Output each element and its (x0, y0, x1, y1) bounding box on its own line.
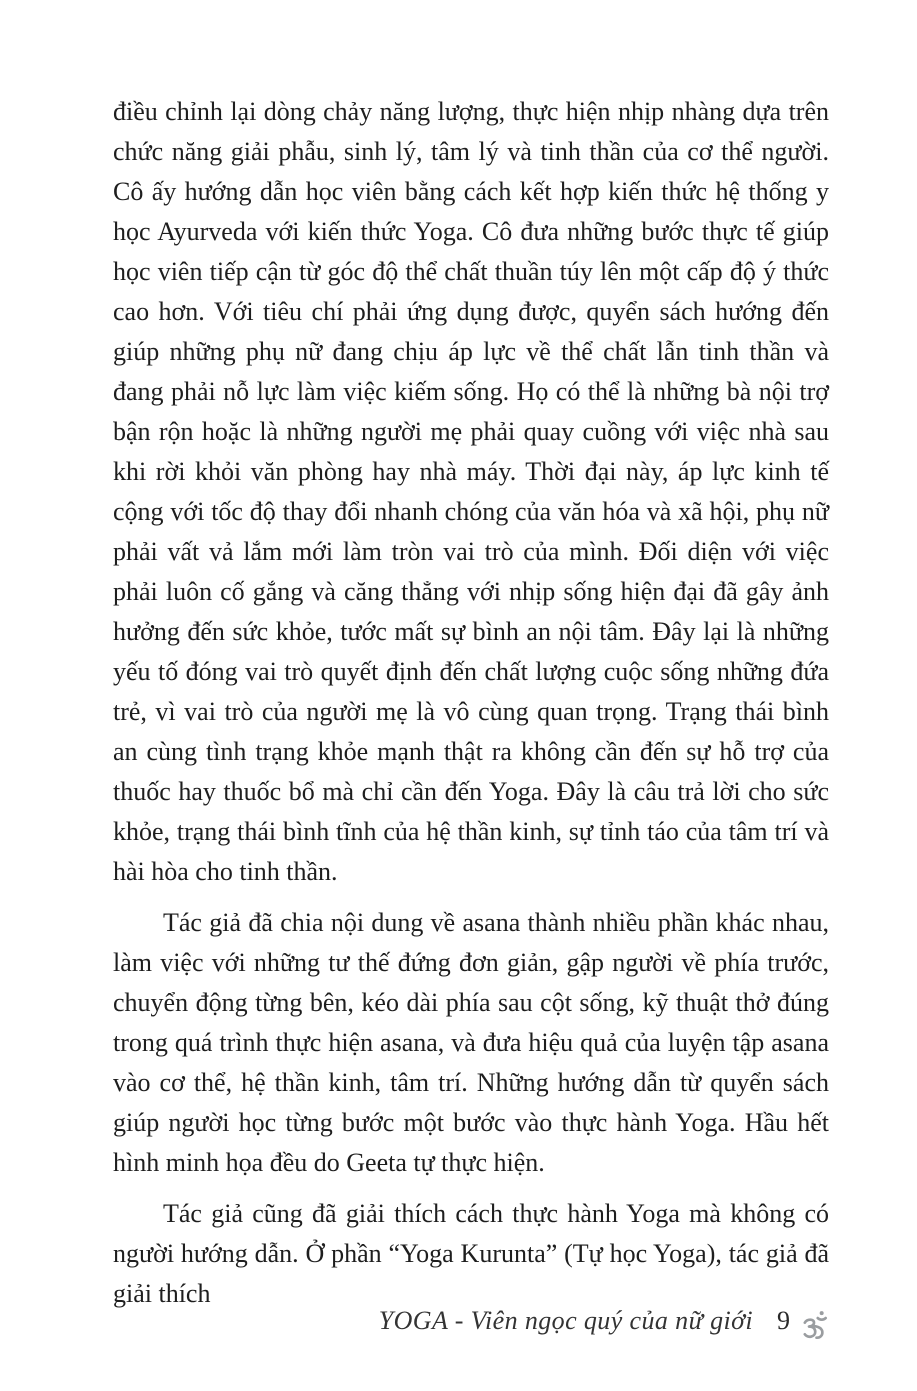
paragraph: điều chỉnh lại dòng chảy năng lượng, thực hiện nhịp nhàng dựa trên chức năng giải phẫu, sinh lý, tâm lý và tinh thần của cơ thể người. Cô ấy hướng dẫn học viên bằng cách kết hợp kiến thức hệ thống y học Ayurveda với kiến thức Yoga. Cô đưa những bước thực tế giúp học viên tiếp cận từ góc độ thể chất thuần túy lên một cấp độ ý thức cao hơn. Với tiêu chí phải ứng dụng được, quyển sách hướng đến giúp những phụ nữ đang chịu áp lực về thể chất lẫn tinh thần và đang phải nỗ lực làm việc kiếm sống. Họ có thể là những bà nội trợ bận rộn hoặc là những người mẹ phải quay cuồng với việc nhà sau khi rời khỏi văn phòng hay nhà máy. Thời đại này, áp lực kinh tế cộng với tốc độ thay đổi nhanh chóng của văn hóa và xã hội, phụ nữ phải vất vả lắm mới làm tròn vai trò của mình. Đối diện với việc phải luôn cố gắng và căng thẳng với nhịp sống hiện đại đã gây ảnh hưởng đến sức khỏe, tước mất sự bình an nội tâm. Đây lại là những yếu tố đóng vai trò quyết định đến chất lượng cuộc sống những đứa trẻ, vì vai trò của người mẹ là vô cùng quan trọng. Trạng thái bình an cùng tình trạng khỏe mạnh thật ra không cần đến sự hỗ trợ của thuốc hay thuốc bổ mà chỉ cần đến Yoga. Đây là câu trả lời cho sức khỏe, trạng thái bình tĩnh của hệ thần kinh, sự tỉnh táo của tâm trí và hài hòa cho tinh thần. (113, 97, 829, 886)
paragraph: Tác giả đã chia nội dung về asana thành nhiều phần khác nhau, làm việc với những tư thế đứng đơn giản, gập người về phía trước, chuyển động từng bên, kéo dài phía sau cột sống, kỹ thuật thở đúng trong quá trình thực hiện asana, và đưa hiệu quả của luyện tập asana vào cơ thể, hệ thần kinh, tâm trí. Những hướng dẫn từ quyển sách giúp người học từng bước một bước vào thực hành Yoga. Hầu hết hình minh họa đều do Geeta tự thực hiện. (113, 908, 829, 1177)
page-body (113, 92, 829, 1325)
running-book-title: YOGA - Viên ngọc quý của nữ giới (378, 1306, 753, 1335)
page-footer (379, 1306, 829, 1338)
paragraph: Tác giả cũng đã giải thích cách thực hành Yoga mà không có người hướng dẫn. Ở phần “Yoga Kurunta” (Tự học Yoga), tác giả đã giải thích (113, 1199, 829, 1308)
page-number: 9 (777, 1306, 790, 1335)
om-icon (799, 1310, 829, 1342)
